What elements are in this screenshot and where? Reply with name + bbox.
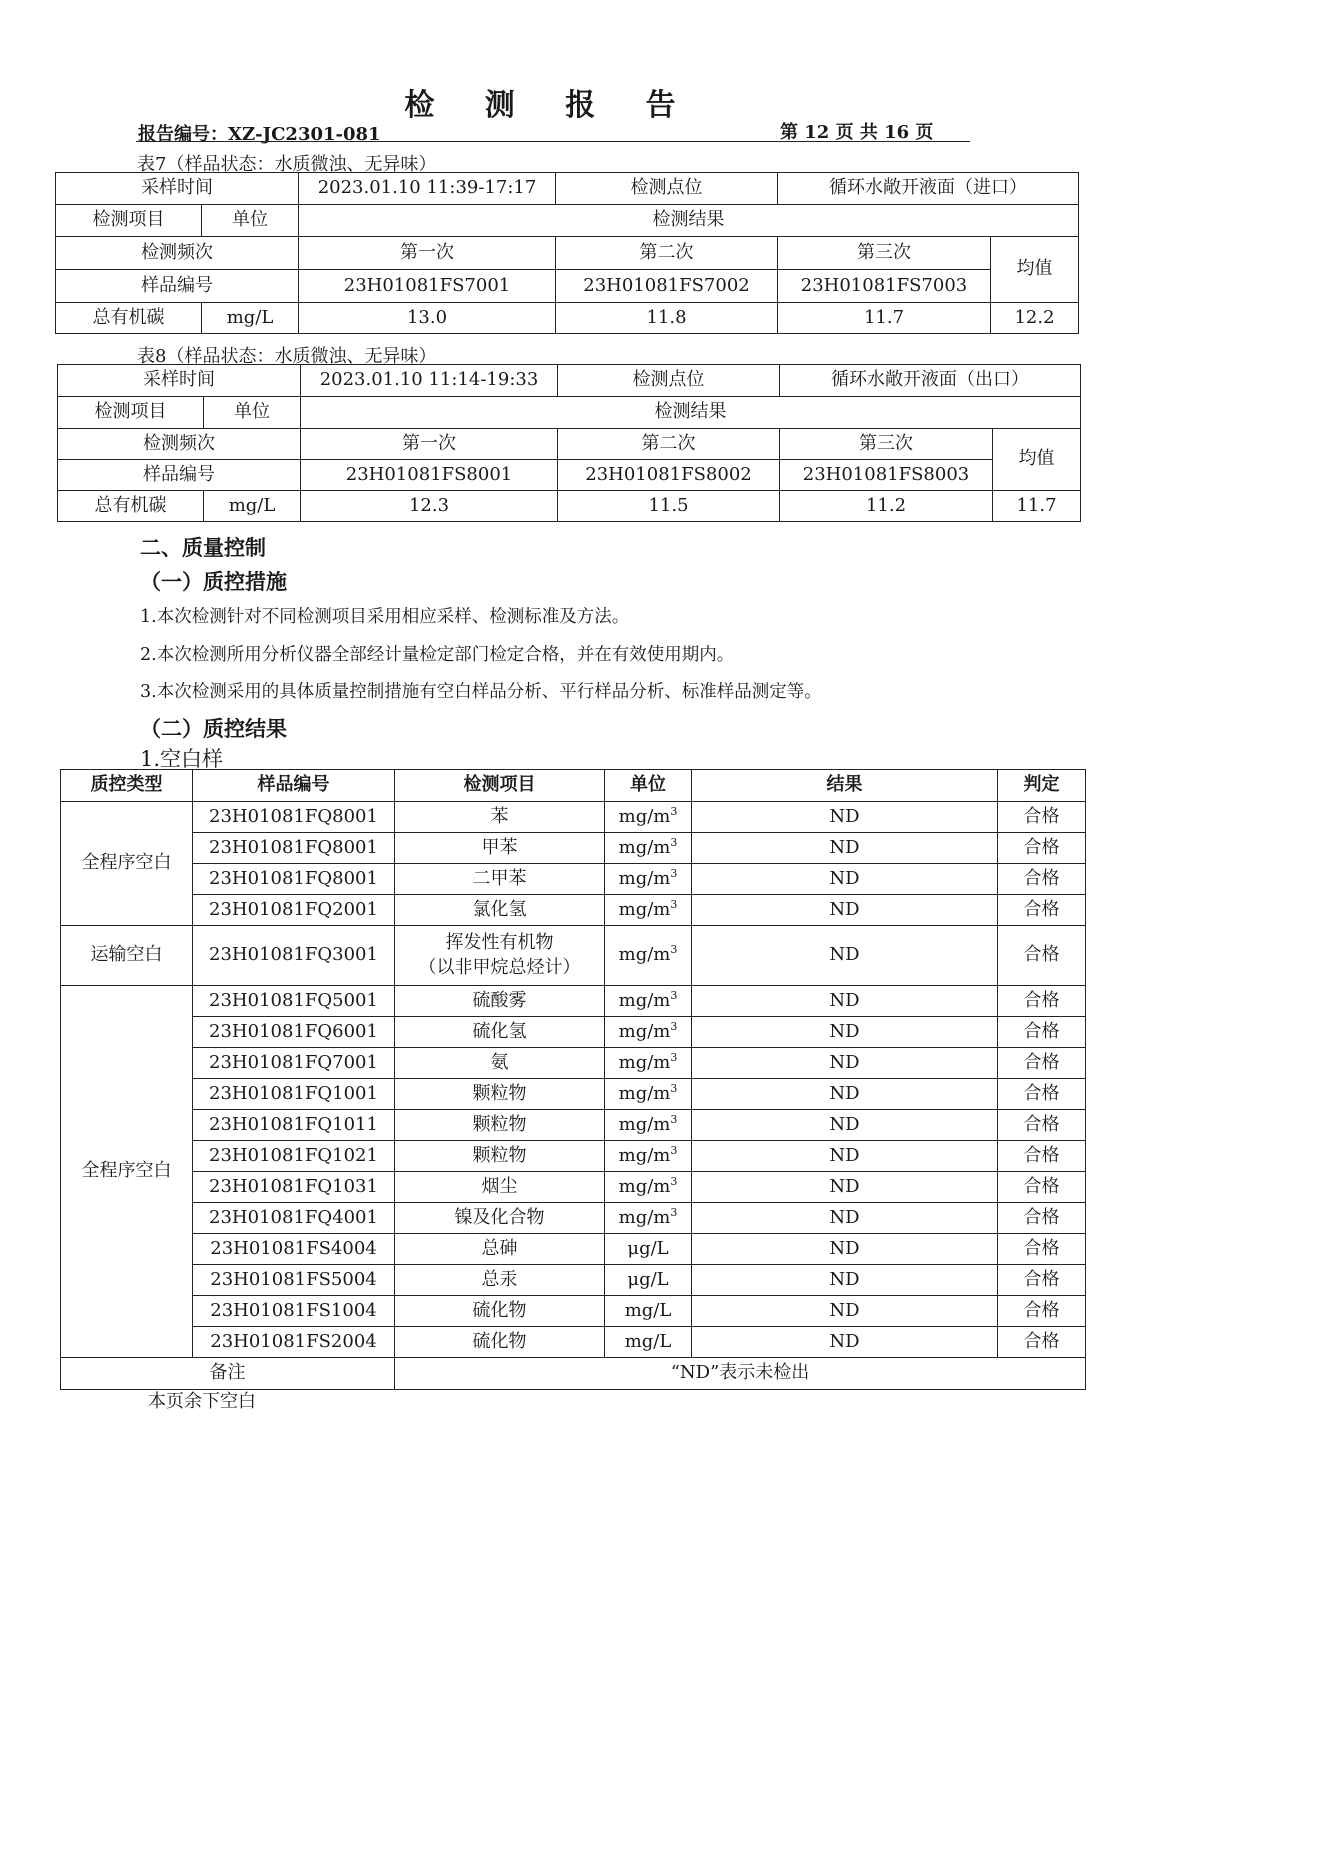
result-cell: ND <box>692 833 998 864</box>
unit-text: mg/m <box>618 867 671 889</box>
unit-cell <box>605 1203 692 1234</box>
qc-measure-3: 3.本次检测采用的具体质量控制措施有空白样品分析、平行样品分析、标准样品测定等。 <box>140 682 822 702</box>
item-cell: 颗粒物 <box>395 1079 605 1110</box>
report-number: 报告编号：XZ-JC2301-081 <box>138 124 381 145</box>
table-row <box>61 833 1086 864</box>
unit-exponent: 3 <box>670 835 678 849</box>
unit-cell <box>605 1234 692 1265</box>
item-cell: 颗粒物 <box>395 1110 605 1141</box>
table8-result-label: 检测结果 <box>301 397 1081 429</box>
judge-cell: 合格 <box>998 1234 1086 1265</box>
sample-no-cell: 23H01081FQ8001 <box>193 833 395 864</box>
table7-freq-label: 检测频次 <box>56 237 299 270</box>
remark-label: 备注 <box>61 1358 395 1390</box>
item-cell: 甲苯 <box>395 833 605 864</box>
table-row <box>61 802 1086 833</box>
result-cell: ND <box>692 926 998 986</box>
header-sample-no: 样品编号 <box>193 770 395 802</box>
result-cell: ND <box>692 1017 998 1048</box>
item-cell: 二甲苯 <box>395 864 605 895</box>
unit-cell <box>605 833 692 864</box>
unit-text: mg/m <box>618 1113 671 1135</box>
unit-text: mg/L <box>624 1330 672 1352</box>
item-cell <box>395 926 605 986</box>
table8-sampling-time-label: 采样时间 <box>58 365 301 397</box>
judge-cell: 合格 <box>998 802 1086 833</box>
unit-cell <box>605 1296 692 1327</box>
result-cell: ND <box>692 1234 998 1265</box>
unit-exponent: 3 <box>670 1174 678 1188</box>
item-cell: 苯 <box>395 802 605 833</box>
qc-measures-title: （一）质控措施 <box>140 569 287 594</box>
unit-exponent: 3 <box>670 804 678 818</box>
report-title: 检 测 报 告 <box>404 88 696 123</box>
header-divider <box>136 141 970 142</box>
table8-sample-no-3: 23H01081FS8003 <box>780 460 993 491</box>
unit-cell <box>605 1327 692 1358</box>
judge-cell: 合格 <box>998 1141 1086 1172</box>
table8-item: 总有机碳 <box>58 491 204 522</box>
table7-item: 总有机碳 <box>56 303 202 334</box>
unit-cell <box>605 1141 692 1172</box>
judge-cell: 合格 <box>998 1203 1086 1234</box>
judge-cell: 合格 <box>998 1296 1086 1327</box>
result-cell: ND <box>692 1110 998 1141</box>
blank-sample-title: 1.空白样 <box>140 747 224 771</box>
unit-text: mg/m <box>618 1020 671 1042</box>
table8-item-label: 检测项目 <box>58 397 204 429</box>
unit-text: mg/m <box>618 1206 671 1228</box>
item-cell: 氯化氢 <box>395 895 605 926</box>
table7-avg-label: 均值 <box>991 237 1079 303</box>
item-cell: 镍及化合物 <box>395 1203 605 1234</box>
sample-no-cell: 23H01081FQ1031 <box>193 1172 395 1203</box>
unit-exponent: 3 <box>670 1019 678 1033</box>
table7-round-2: 第二次 <box>556 237 778 270</box>
sample-no-cell: 23H01081FQ5001 <box>193 986 395 1017</box>
table7-unit-label: 单位 <box>202 205 299 237</box>
sample-no-cell: 23H01081FQ1021 <box>193 1141 395 1172</box>
table8-round-3: 第三次 <box>780 429 993 460</box>
sample-no-cell: 23H01081FS2004 <box>193 1327 395 1358</box>
table8-sample-no-1: 23H01081FS8001 <box>301 460 558 491</box>
result-cell: ND <box>692 1172 998 1203</box>
header-judge: 判定 <box>998 770 1086 802</box>
table8-caption: 表8（样品状态：水质微浊、无异味） <box>137 346 437 367</box>
result-cell: ND <box>692 1048 998 1079</box>
table7-item-label: 检测项目 <box>56 205 202 237</box>
unit-text: mg/L <box>624 1299 672 1321</box>
table-row <box>61 1265 1086 1296</box>
table7-sampling-time-label: 采样时间 <box>56 173 299 205</box>
header-unit: 单位 <box>605 770 692 802</box>
table8-avg: 11.7 <box>993 491 1081 522</box>
unit-cell <box>605 986 692 1017</box>
table-row <box>61 1048 1086 1079</box>
table7-sample-no-1: 23H01081FS7001 <box>299 270 556 303</box>
table7-value-3: 11.7 <box>778 303 991 334</box>
table-row <box>61 1172 1086 1203</box>
unit-exponent: 3 <box>670 988 678 1002</box>
table7-result-label: 检测结果 <box>299 205 1079 237</box>
table-row <box>61 1296 1086 1327</box>
unit-cell <box>605 1110 692 1141</box>
table7-sample-no-2: 23H01081FS7002 <box>556 270 778 303</box>
unit-exponent: 3 <box>670 943 678 957</box>
unit-text: mg/m <box>618 836 671 858</box>
table8-round-1: 第一次 <box>301 429 558 460</box>
unit-text: mg/m <box>618 989 671 1011</box>
item-cell: 颗粒物 <box>395 1141 605 1172</box>
judge-cell: 合格 <box>998 1172 1086 1203</box>
sample-no-cell: 23H01081FS1004 <box>193 1296 395 1327</box>
table-row <box>61 1203 1086 1234</box>
remark-text: “ND”表示未检出 <box>395 1358 1086 1390</box>
unit-cell <box>605 1048 692 1079</box>
item-line-2: （以非甲烷总烃计） <box>418 956 581 978</box>
table8-value-2: 11.5 <box>558 491 780 522</box>
table-row <box>61 1327 1086 1358</box>
sample-no-cell: 23H01081FQ3001 <box>193 926 395 986</box>
qc-type-cell: 运输空白 <box>61 926 193 986</box>
unit-cell <box>605 802 692 833</box>
table7-round-3: 第三次 <box>778 237 991 270</box>
table8-unit-label: 单位 <box>204 397 301 429</box>
table8-point-label: 检测点位 <box>558 365 780 397</box>
table-row <box>61 895 1086 926</box>
item-cell: 硫化物 <box>395 1327 605 1358</box>
qc-type-cell: 全程序空白 <box>61 986 193 1358</box>
judge-cell: 合格 <box>998 1110 1086 1141</box>
sample-no-cell: 23H01081FQ7001 <box>193 1048 395 1079</box>
unit-exponent: 3 <box>670 1050 678 1064</box>
qc-measure-2: 2.本次检测所用分析仪器全部经计量检定部门检定合格，并在有效使用期内。 <box>140 645 735 665</box>
unit-cell <box>605 864 692 895</box>
result-cell: ND <box>692 1079 998 1110</box>
sample-no-cell: 23H01081FQ8001 <box>193 864 395 895</box>
item-line-1: 挥发性有机物 <box>445 931 554 953</box>
sample-no-cell: 23H01081FQ1001 <box>193 1079 395 1110</box>
qc-measure-1: 1.本次检测针对不同检测项目采用相应采样、检测标准及方法。 <box>140 607 630 627</box>
judge-cell: 合格 <box>998 833 1086 864</box>
footer-note: 本页余下空白 <box>148 1391 256 1412</box>
unit-cell <box>605 1017 692 1048</box>
result-cell: ND <box>692 895 998 926</box>
unit-text: mg/m <box>618 944 671 966</box>
table8 <box>57 364 1081 522</box>
item-cell: 总汞 <box>395 1265 605 1296</box>
unit-cell <box>605 1079 692 1110</box>
sample-no-cell: 23H01081FS4004 <box>193 1234 395 1265</box>
unit-cell <box>605 895 692 926</box>
unit-cell <box>605 1172 692 1203</box>
unit-cell <box>605 1265 692 1296</box>
qc-type-cell: 全程序空白 <box>61 802 193 926</box>
table8-sampling-time: 2023.01.10 11:14-19:33 <box>301 365 558 397</box>
sample-no-cell: 23H01081FS5004 <box>193 1265 395 1296</box>
judge-cell: 合格 <box>998 1079 1086 1110</box>
table-row <box>61 1017 1086 1048</box>
result-cell: ND <box>692 1265 998 1296</box>
table8-sample-no-2: 23H01081FS8002 <box>558 460 780 491</box>
result-cell: ND <box>692 986 998 1017</box>
judge-cell: 合格 <box>998 986 1086 1017</box>
unit-exponent: 3 <box>670 1205 678 1219</box>
result-cell: ND <box>692 1296 998 1327</box>
table7 <box>55 172 1079 334</box>
judge-cell: 合格 <box>998 864 1086 895</box>
unit-exponent: 3 <box>670 866 678 880</box>
unit-cell <box>605 926 692 986</box>
result-cell: ND <box>692 1141 998 1172</box>
table8-avg-label: 均值 <box>993 429 1081 491</box>
header-result: 结果 <box>692 770 998 802</box>
unit-text: mg/m <box>618 1144 671 1166</box>
header-item: 检测项目 <box>395 770 605 802</box>
table7-caption: 表7（样品状态：水质微浊、无异味） <box>137 154 437 175</box>
judge-cell: 合格 <box>998 926 1086 986</box>
table8-value-3: 11.2 <box>780 491 993 522</box>
page-indicator: 第 12 页 共 16 页 <box>780 122 934 143</box>
item-cell: 硫化物 <box>395 1296 605 1327</box>
judge-cell: 合格 <box>998 895 1086 926</box>
item-cell: 硫酸雾 <box>395 986 605 1017</box>
table8-value-1: 12.3 <box>301 491 558 522</box>
item-cell: 烟尘 <box>395 1172 605 1203</box>
unit-text: mg/m <box>618 1051 671 1073</box>
table7-round-1: 第一次 <box>299 237 556 270</box>
table7-avg: 12.2 <box>991 303 1079 334</box>
blank-sample-table <box>60 769 1086 1390</box>
header-qc-type: 质控类型 <box>61 770 193 802</box>
table-row <box>61 1110 1086 1141</box>
table7-sample-no-3: 23H01081FS7003 <box>778 270 991 303</box>
table7-unit: mg/L <box>202 303 299 334</box>
result-cell: ND <box>692 864 998 895</box>
unit-text: mg/m <box>618 898 671 920</box>
table8-unit: mg/L <box>204 491 301 522</box>
table7-sampling-time: 2023.01.10 11:39-17:17 <box>299 173 556 205</box>
table-row <box>61 1141 1086 1172</box>
table7-value-2: 11.8 <box>556 303 778 334</box>
table7-sample-no-label: 样品编号 <box>56 270 299 303</box>
unit-exponent: 3 <box>670 897 678 911</box>
judge-cell: 合格 <box>998 1048 1086 1079</box>
table7-value-1: 13.0 <box>299 303 556 334</box>
unit-text: mg/m <box>618 805 671 827</box>
unit-text: mg/m <box>618 1082 671 1104</box>
result-cell: ND <box>692 1203 998 1234</box>
table-row <box>61 926 1086 986</box>
table-row <box>61 1234 1086 1265</box>
table8-sample-no-label: 样品编号 <box>58 460 301 491</box>
item-cell: 总砷 <box>395 1234 605 1265</box>
unit-exponent: 3 <box>670 1143 678 1157</box>
sample-no-cell: 23H01081FQ4001 <box>193 1203 395 1234</box>
item-cell: 硫化氢 <box>395 1017 605 1048</box>
item-cell: 氨 <box>395 1048 605 1079</box>
table8-freq-label: 检测频次 <box>58 429 301 460</box>
qc-section-title: 二、质量控制 <box>140 535 266 560</box>
sample-no-cell: 23H01081FQ6001 <box>193 1017 395 1048</box>
unit-exponent: 3 <box>670 1081 678 1095</box>
unit-text: μg/L <box>627 1237 669 1259</box>
sample-no-cell: 23H01081FQ2001 <box>193 895 395 926</box>
unit-text: mg/m <box>618 1175 671 1197</box>
table-row <box>61 986 1086 1017</box>
qc-results-title: （二）质控结果 <box>140 716 287 741</box>
table8-point: 循环水敞开液面（出口） <box>780 365 1081 397</box>
unit-text: μg/L <box>627 1268 669 1290</box>
sample-no-cell: 23H01081FQ1011 <box>193 1110 395 1141</box>
judge-cell: 合格 <box>998 1327 1086 1358</box>
sample-no-cell: 23H01081FQ8001 <box>193 802 395 833</box>
table8-round-2: 第二次 <box>558 429 780 460</box>
result-cell: ND <box>692 802 998 833</box>
unit-exponent: 3 <box>670 1112 678 1126</box>
table-row <box>61 864 1086 895</box>
table-row <box>61 1079 1086 1110</box>
table7-point-label: 检测点位 <box>556 173 778 205</box>
result-cell: ND <box>692 1327 998 1358</box>
judge-cell: 合格 <box>998 1265 1086 1296</box>
judge-cell: 合格 <box>998 1017 1086 1048</box>
table7-point: 循环水敞开液面（进口） <box>778 173 1079 205</box>
